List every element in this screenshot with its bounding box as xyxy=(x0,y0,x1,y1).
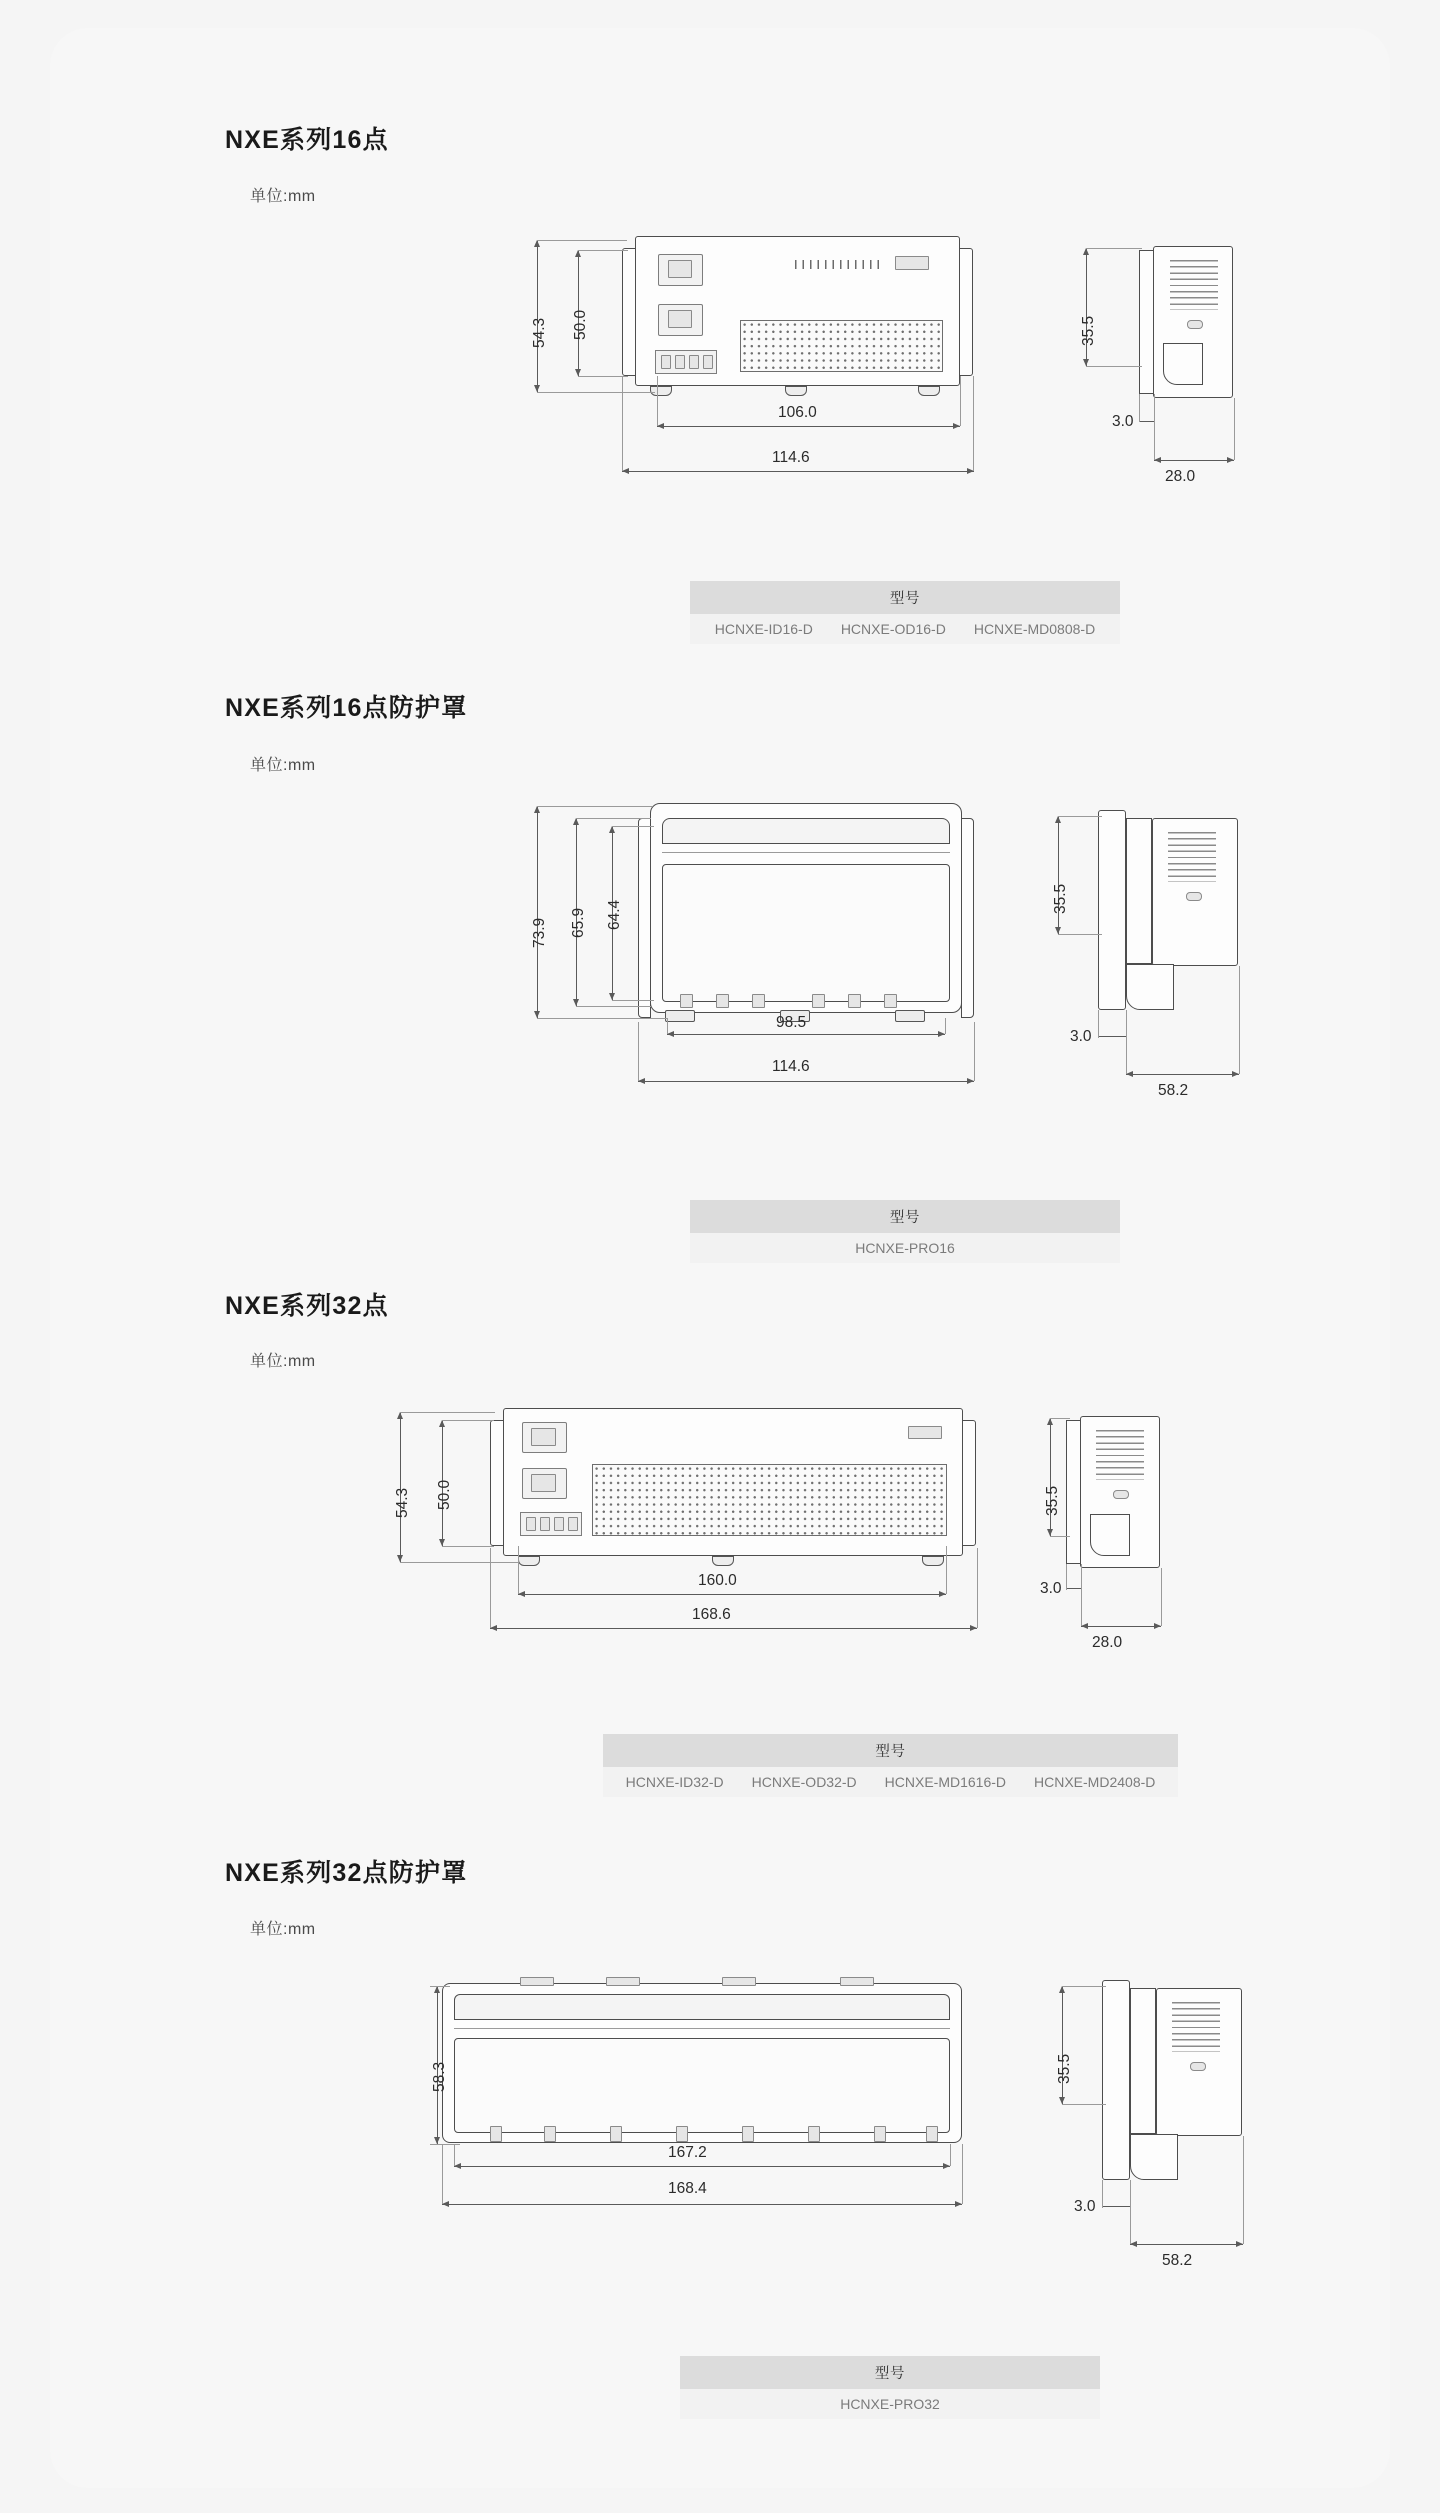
ext-line xyxy=(1139,394,1140,422)
din-clip-mid xyxy=(785,386,807,396)
port-1-slot xyxy=(668,260,692,278)
ext-line xyxy=(946,1546,947,1594)
dim-value-98-5: 98.5 xyxy=(776,1014,807,1031)
dim-arrow-down xyxy=(434,2137,440,2144)
dim-arrow-right xyxy=(943,2163,950,2169)
model-item: HCNXE-MD2408-D xyxy=(1034,1774,1156,1790)
section-title: NXE系列16点 xyxy=(225,126,389,154)
cover-mount-clip-right xyxy=(895,1010,925,1022)
cover-mount-clip-left xyxy=(665,1010,695,1022)
dim-value-35-5: 35.5 xyxy=(1044,1485,1061,1516)
model-item: HCNXE-OD32-D xyxy=(751,1774,857,1790)
terminal-screw-1 xyxy=(661,355,671,369)
model-item: HCNXE-PRO16 xyxy=(855,1240,955,1256)
dim-arrow-down xyxy=(575,369,581,376)
section-title: NXE系列32点防护罩 xyxy=(225,1859,468,1887)
cover-side-mid xyxy=(1130,1988,1156,2134)
dim-arrow-up xyxy=(439,1420,445,1427)
dim-value-54-3: 54.3 xyxy=(394,1487,411,1518)
dim-value-58-3: 58.3 xyxy=(431,2061,448,2092)
side-vent-slots xyxy=(1172,2002,1220,2052)
ext-line xyxy=(490,1548,491,1628)
cover-top-tab xyxy=(520,1977,554,1986)
dim-arrow-up xyxy=(573,818,579,825)
port-2-slot xyxy=(531,1474,556,1492)
model-table-row xyxy=(690,614,1120,644)
ext-line xyxy=(537,392,655,393)
din-rail-hook xyxy=(1090,1514,1130,1556)
ext-line xyxy=(1154,398,1155,460)
ext-line xyxy=(454,2144,455,2166)
ext-line xyxy=(1102,2180,1103,2208)
ext-line xyxy=(973,376,974,471)
ext-line xyxy=(1058,816,1102,817)
port-2-slot xyxy=(668,310,692,328)
ext-line xyxy=(977,1548,978,1628)
side-vent-slots xyxy=(1168,832,1216,882)
cover-edge-line xyxy=(662,852,950,853)
ext-line xyxy=(430,1986,450,1987)
ext-line xyxy=(576,1006,651,1007)
side-back-plate xyxy=(1139,250,1154,394)
ext-line xyxy=(950,2144,951,2166)
ext-line xyxy=(1130,2182,1131,2244)
dim-line-35-5 xyxy=(1058,816,1059,934)
model-table-32 xyxy=(603,1734,1178,1797)
model-item: HCNXE-ID32-D xyxy=(625,1774,724,1790)
model-table-header: 型号 xyxy=(690,581,1120,614)
dim-arrow-left xyxy=(638,1078,645,1084)
dim-value-3-0: 3.0 xyxy=(1074,2198,1096,2215)
dim-arrow-down xyxy=(534,1011,540,1018)
model-table-header: 型号 xyxy=(680,2356,1100,2389)
dim-line-35-5 xyxy=(1062,1986,1063,2104)
dim-arrow-left xyxy=(667,1031,674,1037)
terminal-screw-2 xyxy=(540,1517,550,1531)
dim-value-114-6: 114.6 xyxy=(772,449,810,466)
side-vent-slots xyxy=(1096,1430,1144,1480)
dim-line-35-5 xyxy=(1050,1418,1051,1536)
dim-value-160: 160.0 xyxy=(698,1572,737,1589)
dim-arrow-up xyxy=(534,806,540,813)
port-1-slot xyxy=(531,1428,556,1446)
dim-line-28-0 xyxy=(1081,1626,1161,1627)
cover-bottom-tab xyxy=(680,994,693,1008)
side-clip-slot xyxy=(1187,320,1203,329)
din-clip-right xyxy=(918,386,940,396)
ext-line xyxy=(1081,1568,1082,1626)
dim-arrow-left xyxy=(518,1591,525,1597)
dim-arrow-down xyxy=(1055,927,1061,934)
dim-arrow-down xyxy=(573,999,579,1006)
cover-bottom-tab xyxy=(490,2126,502,2142)
dim-line-28-0 xyxy=(1154,460,1234,461)
ext-line xyxy=(578,250,628,251)
dim-arrow-right xyxy=(970,1625,977,1631)
dim-arrow-up xyxy=(1083,248,1089,255)
ext-line xyxy=(612,1000,654,1001)
dim-arrow-left xyxy=(622,468,629,474)
section-title: NXE系列32点 xyxy=(225,1292,389,1320)
dim-line-54-3 xyxy=(537,240,538,392)
dim-value-35-5: 35.5 xyxy=(1080,315,1097,346)
ext-line xyxy=(960,376,961,426)
side-back-plate xyxy=(1066,1420,1081,1564)
cover-bottom-tab xyxy=(610,2126,622,2142)
right-mounting-ear xyxy=(962,1420,976,1546)
ext-line xyxy=(400,1412,495,1413)
dim-arrow-right xyxy=(1232,1071,1239,1077)
ext-line xyxy=(442,1546,494,1547)
cover-top-tab xyxy=(722,1977,756,1986)
model-table-row xyxy=(603,1767,1178,1797)
dim-arrow-up xyxy=(1047,1418,1053,1425)
dim-value-65-9: 65.9 xyxy=(570,907,587,938)
dim-line-73-9 xyxy=(537,806,538,1018)
ext-line xyxy=(1086,366,1142,367)
device-label-block xyxy=(895,256,929,270)
ext-line xyxy=(1126,1012,1127,1074)
dim-arrow-right xyxy=(955,2201,962,2207)
dim-value-3-0: 3.0 xyxy=(1112,413,1134,430)
cover-front-panel xyxy=(454,2038,950,2133)
din-clip-left xyxy=(650,386,672,396)
cover-side-mid xyxy=(1126,818,1152,964)
din-rail-hook xyxy=(1130,2134,1178,2180)
dim-value-73-9: 73.9 xyxy=(531,917,548,948)
cover-side-back xyxy=(1102,1980,1130,2180)
ext-line xyxy=(576,818,651,819)
dim-value-168-4: 168.4 xyxy=(668,2180,707,2197)
din-rail-hook xyxy=(1126,964,1174,1010)
content-card xyxy=(50,28,1390,2488)
cover-bottom-tab xyxy=(884,994,897,1008)
ext-line xyxy=(945,1018,946,1034)
ext-line xyxy=(1050,1536,1070,1537)
ext-line xyxy=(537,1018,667,1019)
ext-line xyxy=(1161,1568,1162,1626)
model-item: HCNXE-MD0808-D xyxy=(973,621,1096,637)
ext-line xyxy=(442,1420,494,1421)
cover-side-back xyxy=(1098,810,1126,1010)
terminal-screw-3 xyxy=(554,1517,564,1531)
dim-line-168-4 xyxy=(442,2204,962,2205)
dim-line-168-6 xyxy=(490,1628,977,1629)
din-clip-mid xyxy=(712,1556,734,1566)
dim-arrow-right xyxy=(1227,457,1234,463)
din-rail-hook xyxy=(1163,343,1203,385)
cover-bottom-tab xyxy=(716,994,729,1008)
cover-bottom-tab xyxy=(676,2126,688,2142)
dim-arrow-right xyxy=(1236,2241,1243,2247)
model-item: HCNXE-ID16-D xyxy=(714,621,813,637)
dim-arrow-left xyxy=(1126,1071,1133,1077)
dim-arrow-up xyxy=(434,1986,440,1993)
cover-bottom-tab xyxy=(752,994,765,1008)
model-item: HCNXE-MD1616-D xyxy=(884,1774,1007,1790)
dim-value-50-0: 50.0 xyxy=(572,309,589,340)
dim-line-3-0 xyxy=(1139,421,1155,422)
cover-bottom-tab xyxy=(544,2126,556,2142)
cover-bottom-tab xyxy=(874,2126,886,2142)
dim-value-35-5: 35.5 xyxy=(1052,883,1069,914)
model-table-16 xyxy=(690,581,1120,644)
dim-value-3-0: 3.0 xyxy=(1070,1028,1092,1045)
model-item: HCNXE-OD16-D xyxy=(840,621,946,637)
cover-edge-line xyxy=(454,2028,950,2029)
terminal-hole-grid xyxy=(592,1464,947,1536)
din-clip-right xyxy=(922,1556,944,1566)
terminal-screw-1 xyxy=(526,1517,536,1531)
dim-line-106 xyxy=(657,426,960,427)
side-clip-slot xyxy=(1186,892,1202,901)
model-table-header: 型号 xyxy=(603,1734,1178,1767)
dim-arrow-up xyxy=(575,250,581,257)
ext-line xyxy=(1098,1010,1099,1038)
cover-bottom-tab xyxy=(808,2126,820,2142)
unit-label: 单位:mm xyxy=(250,1921,316,1938)
dim-value-3-0: 3.0 xyxy=(1040,1580,1062,1597)
dim-arrow-down xyxy=(609,993,615,1000)
dim-line-160 xyxy=(518,1594,946,1595)
ext-line xyxy=(1234,398,1235,460)
model-table-16-cover xyxy=(690,1200,1120,1263)
unit-label: 单位:mm xyxy=(250,188,316,205)
cover-bottom-tab xyxy=(742,2126,754,2142)
cover-top-recess xyxy=(454,1994,950,2020)
led-indicator-row xyxy=(795,260,880,269)
dim-arrow-left xyxy=(1081,1623,1088,1629)
dim-arrow-up xyxy=(1059,1986,1065,1993)
dim-arrow-left xyxy=(1154,457,1161,463)
dim-arrow-up xyxy=(609,826,615,833)
dim-value-35-5: 35.5 xyxy=(1056,2053,1073,2084)
dim-value-114-6: 114.6 xyxy=(772,1058,810,1075)
model-table-header: 型号 xyxy=(690,1200,1120,1233)
unit-label: 单位:mm xyxy=(250,757,316,774)
dim-line-3-0 xyxy=(1066,1588,1082,1589)
dim-arrow-left xyxy=(1130,2241,1137,2247)
left-mounting-ear xyxy=(622,248,636,376)
ext-line xyxy=(622,376,623,471)
ext-line xyxy=(612,826,654,827)
dim-value-54-3: 54.3 xyxy=(531,317,548,348)
dim-arrow-right xyxy=(967,1078,974,1084)
ext-line xyxy=(667,1018,668,1034)
dim-arrow-up xyxy=(397,1412,403,1419)
ext-line xyxy=(430,2144,460,2145)
dim-value-64-4: 64.4 xyxy=(606,899,623,930)
dim-line-35-5 xyxy=(1086,248,1087,366)
dim-line-98-5 xyxy=(667,1034,945,1035)
terminal-screw-4 xyxy=(568,1517,578,1531)
model-table-32-cover xyxy=(680,2356,1100,2419)
dim-arrow-left xyxy=(657,423,664,429)
dim-line-58-2 xyxy=(1126,1074,1239,1075)
dim-value-167-2: 167.2 xyxy=(668,2144,707,2161)
ext-line xyxy=(1062,1986,1106,1987)
ext-line xyxy=(518,1546,519,1594)
terminal-screw-2 xyxy=(675,355,685,369)
ext-line xyxy=(974,1022,975,1081)
din-clip-left xyxy=(518,1556,540,1566)
section-title: NXE系列16点防护罩 xyxy=(225,694,468,722)
ext-line xyxy=(1066,1564,1067,1590)
side-vent-slots xyxy=(1170,260,1218,310)
ext-line xyxy=(638,1022,639,1081)
cover-top-recess xyxy=(662,818,950,844)
dim-arrow-up xyxy=(534,240,540,247)
ext-line xyxy=(1050,1418,1070,1419)
ext-line xyxy=(657,376,658,426)
dim-arrow-right xyxy=(1154,1623,1161,1629)
cover-top-tab xyxy=(606,1977,640,1986)
dim-arrow-left xyxy=(442,2201,449,2207)
ext-line xyxy=(578,376,628,377)
ext-line xyxy=(1243,2136,1244,2244)
dim-line-114-6 xyxy=(622,471,974,472)
dim-arrow-down xyxy=(534,385,540,392)
terminal-hole-grid xyxy=(740,320,943,372)
ext-line xyxy=(962,2144,963,2204)
cover-bottom-tab xyxy=(848,994,861,1008)
ext-line xyxy=(1239,966,1240,1074)
dim-arrow-right xyxy=(953,423,960,429)
dim-value-58-2: 58.2 xyxy=(1162,2252,1193,2269)
dim-line-167-2 xyxy=(454,2166,950,2167)
dim-arrow-down xyxy=(439,1539,445,1546)
side-clip-slot xyxy=(1113,1490,1129,1499)
dim-arrow-down xyxy=(1059,2097,1065,2104)
dim-arrow-down xyxy=(1047,1529,1053,1536)
dim-value-106: 106.0 xyxy=(778,404,817,421)
cover-bottom-tab xyxy=(926,2126,938,2142)
terminal-screw-3 xyxy=(689,355,699,369)
dim-value-28-0: 28.0 xyxy=(1092,1634,1123,1651)
model-table-row xyxy=(690,1233,1120,1263)
cover-top-tab xyxy=(840,1977,874,1986)
dim-line-58-2 xyxy=(1130,2244,1243,2245)
cover-left-ear xyxy=(638,818,651,1018)
dim-value-168-6: 168.6 xyxy=(692,1606,731,1623)
ext-line xyxy=(537,806,652,807)
ext-line xyxy=(1086,248,1142,249)
cover-right-ear xyxy=(961,818,974,1018)
right-mounting-ear xyxy=(959,248,973,376)
ext-line xyxy=(400,1562,518,1563)
dim-value-58-2: 58.2 xyxy=(1158,1082,1189,1099)
side-clip-slot xyxy=(1190,2062,1206,2071)
ext-line xyxy=(1058,934,1102,935)
model-table-row xyxy=(680,2389,1100,2419)
left-mounting-ear xyxy=(490,1420,504,1546)
cover-bottom-tab xyxy=(812,994,825,1008)
dim-arrow-right xyxy=(939,1591,946,1597)
dim-arrow-right xyxy=(938,1031,945,1037)
dim-line-3-0 xyxy=(1098,1036,1126,1037)
dim-value-50-0: 50.0 xyxy=(436,1479,453,1510)
dim-line-3-0 xyxy=(1102,2206,1130,2207)
unit-label: 单位:mm xyxy=(250,1353,316,1370)
device-label-block xyxy=(908,1426,942,1439)
cover-front-panel xyxy=(662,864,950,1002)
ext-line xyxy=(1062,2104,1106,2105)
model-item: HCNXE-PRO32 xyxy=(840,2396,940,2412)
dim-arrow-down xyxy=(1083,359,1089,366)
ext-line xyxy=(442,2144,443,2204)
dim-arrow-down xyxy=(397,1555,403,1562)
dim-line-114-6 xyxy=(638,1081,974,1082)
dim-value-28-0: 28.0 xyxy=(1165,468,1196,485)
dim-arrow-left xyxy=(490,1625,497,1631)
dim-arrow-up xyxy=(1055,816,1061,823)
terminal-screw-4 xyxy=(703,355,713,369)
ext-line xyxy=(537,240,627,241)
dim-arrow-left xyxy=(454,2163,461,2169)
